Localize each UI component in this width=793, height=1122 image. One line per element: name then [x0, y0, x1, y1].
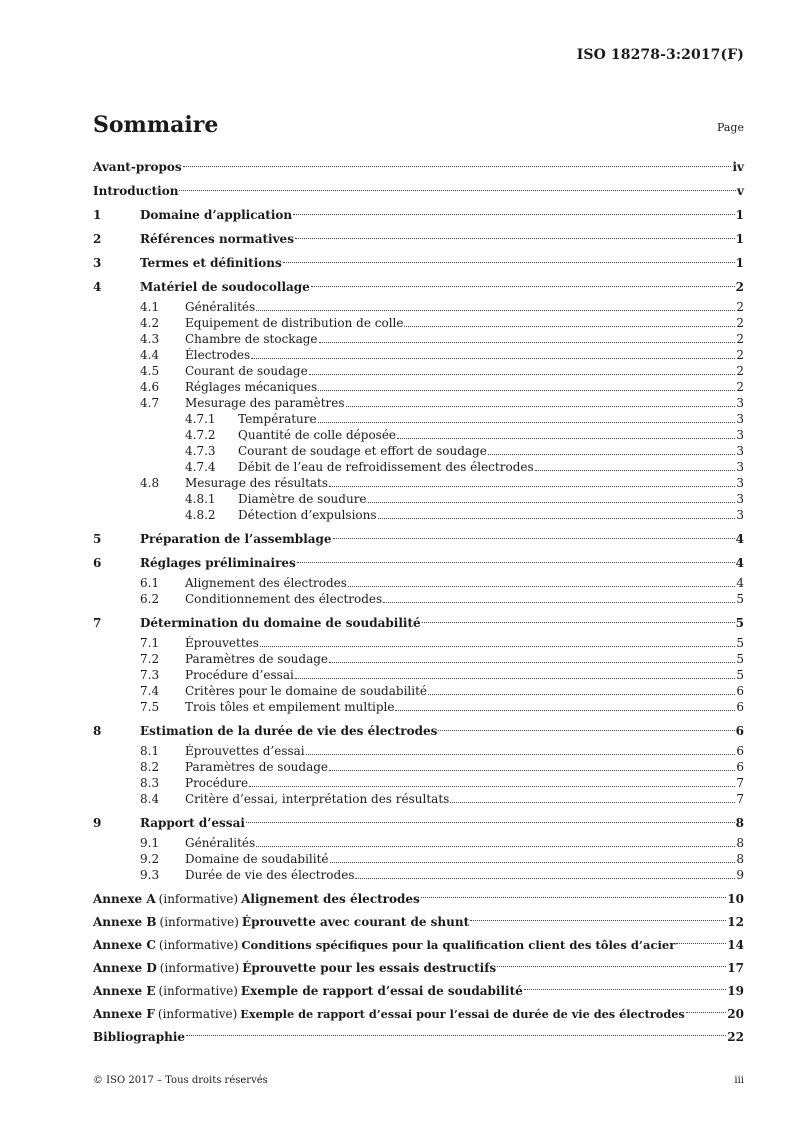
dot-leader [297, 561, 735, 563]
toc-number: 4.5 [140, 364, 160, 378]
toc-number: 7.1 [140, 636, 160, 650]
toc-subentry-9-1[interactable] [140, 835, 744, 851]
toc-entry-annex-a[interactable] [93, 887, 744, 910]
dot-leader [330, 861, 736, 863]
toc-page: 8 [736, 852, 744, 866]
toc-label: Introduction [93, 184, 179, 198]
toc-subentry-4-3[interactable] [140, 331, 744, 347]
toc-number: 4.7.3 [185, 444, 216, 458]
annex-type: (informative) [158, 937, 239, 952]
dot-leader [676, 942, 726, 944]
toc-page: 10 [727, 891, 744, 906]
toc-page: 5 [735, 616, 744, 630]
toc-page: 3 [736, 444, 744, 458]
toc-label: Trois tôles et empilement multiple [185, 700, 395, 714]
toc-number: 7.3 [140, 668, 160, 682]
toc-page: 20 [727, 1006, 744, 1021]
toc-label: Exemple de rapport d’essai pour l’essai de durée de vie des électrodes [240, 1006, 685, 1021]
dot-leader [428, 693, 735, 695]
toc-page: 6 [736, 684, 744, 698]
toc-page: 4 [736, 576, 744, 590]
toc-subentry-4-2[interactable] [140, 315, 744, 331]
toc-number: 5 [93, 532, 102, 546]
toc-subentry-8-3[interactable] [140, 775, 744, 791]
toc-page: 8 [736, 836, 744, 850]
toc-entry-section-2[interactable] [93, 227, 744, 251]
toc-subentry-4-5[interactable] [140, 363, 744, 379]
toc-number: 4.8.2 [185, 508, 216, 522]
toc-subentry-6-2[interactable] [140, 591, 744, 607]
toc-label: Critère d’essai, interprétation des résultats [185, 792, 450, 806]
toc-page: 3 [736, 460, 744, 474]
toc-page: 17 [727, 960, 744, 975]
toc-subentry-4-6[interactable] [140, 379, 744, 395]
toc-label: Diamètre de soudure [238, 492, 367, 506]
dot-leader [329, 661, 735, 663]
dot-leader [249, 785, 735, 787]
toc-number: 4.4 [140, 348, 160, 362]
toc-subentry-7-3[interactable] [140, 667, 744, 683]
toc-label: Éprouvette pour les essais destructifs [242, 960, 497, 975]
toc-label: Conditionnement des électrodes [185, 592, 383, 606]
dot-leader [319, 341, 736, 343]
toc-entry-section-6[interactable] [93, 551, 744, 575]
toc-page: 4 [735, 556, 744, 570]
toc-page: v [737, 184, 744, 198]
toc-number: 4 [93, 280, 102, 294]
dot-leader [421, 896, 727, 898]
dot-leader [383, 601, 735, 603]
toc-number: 4.6 [140, 380, 160, 394]
toc-page: 3 [736, 428, 744, 442]
toc-page: 5 [736, 652, 744, 666]
dot-leader [686, 1011, 727, 1013]
annex-type: (informative) [158, 891, 239, 906]
dot-leader [355, 877, 735, 879]
toc-number: 8.3 [140, 776, 160, 790]
toc-number: 9.3 [140, 868, 160, 882]
dot-leader [318, 421, 736, 423]
page-column-label: Page [716, 121, 744, 134]
toc-label: Equipement de distribution de colle [185, 316, 404, 330]
toc-number: 4.7.1 [185, 412, 216, 426]
annex-id: Annexe F [93, 1006, 155, 1021]
toc-label: Paramètres de soudage [185, 760, 329, 774]
annex-type: (informative) [157, 1006, 238, 1021]
toc-entry-section-3[interactable] [93, 251, 744, 275]
title-row [93, 112, 744, 142]
dot-leader [329, 769, 735, 771]
dot-leader [246, 821, 735, 823]
toc-number: 6 [93, 556, 102, 570]
toc-number: 7 [93, 616, 102, 630]
toc-page: iv [732, 160, 744, 174]
dot-leader [256, 309, 735, 311]
dot-leader [311, 285, 735, 287]
copyright-notice: © ISO 2017 – Tous droits réservés [93, 1075, 268, 1086]
toc-number: 8.1 [140, 744, 160, 758]
toc-page: 3 [736, 508, 744, 522]
toc-page: 2 [736, 332, 744, 346]
toc-subentry-4-8-2[interactable] [185, 507, 744, 523]
toc-number: 8.4 [140, 792, 160, 806]
toc-entry-section-8[interactable] [93, 719, 744, 743]
dot-leader [295, 237, 735, 239]
toc-page: 8 [735, 816, 744, 830]
dot-leader [397, 437, 735, 439]
toc-page: 5 [736, 636, 744, 650]
toc-number: 6.2 [140, 592, 160, 606]
dot-leader [251, 357, 735, 359]
toc-label: Généralités [185, 300, 256, 314]
toc-page: 1 [735, 208, 744, 222]
toc-label: Critères pour le domaine de soudabilité [185, 684, 428, 698]
toc-label: Généralités [185, 836, 256, 850]
toc-page: 2 [736, 300, 744, 314]
toc-page: 3 [736, 476, 744, 490]
toc-page: 19 [727, 983, 744, 998]
dot-leader [378, 517, 736, 519]
toc-page: 5 [736, 668, 744, 682]
toc-page: 1 [735, 256, 744, 270]
toc-page: 2 [735, 280, 744, 294]
toc-number: 4.7.2 [185, 428, 216, 442]
dot-leader [535, 469, 736, 471]
toc-subentry-9-2[interactable] [140, 851, 744, 867]
dot-leader [404, 325, 735, 327]
annex-type: (informative) [159, 914, 239, 929]
toc-subentry-4-7-4[interactable] [185, 459, 744, 475]
toc-subentry-7-1[interactable] [140, 635, 744, 651]
toc-label: Matériel de soudocollage [140, 280, 310, 294]
toc-label: Réglages préliminaires [140, 556, 296, 570]
toc-label: Références normatives [140, 232, 294, 246]
toc-label: Éprouvette avec courant de shunt [241, 914, 470, 929]
toc-page: 6 [736, 700, 744, 714]
toc-label: Conditions spécifiques pour la qualification client des tôles d’acier [241, 937, 676, 952]
toc-label: Bibliographie [93, 1029, 186, 1044]
toc-subentry-4-4[interactable] [140, 347, 744, 363]
toc-label: Procédure [185, 776, 249, 790]
toc-page: 6 [736, 744, 744, 758]
dot-leader [306, 753, 736, 755]
toc-label: Exemple de rapport d’essai de soudabilité [240, 983, 523, 998]
toc-label: Estimation de la durée de vie des électrodes [140, 724, 438, 738]
dot-leader [470, 919, 726, 921]
toc-label: Domaine de soudabilité [185, 852, 329, 866]
annex-type: (informative) [158, 983, 238, 998]
toc-page: 2 [736, 380, 744, 394]
toc-label: Débit de l’eau de refroidissement des électrodes [238, 460, 534, 474]
dot-leader [256, 845, 735, 847]
toc-page: 3 [736, 396, 744, 410]
toc-label: Chambre de stockage [185, 332, 318, 346]
dot-leader [488, 453, 736, 455]
toc-number: 8 [93, 724, 102, 738]
toc-subentry-8-4[interactable] [140, 791, 744, 807]
toc-label: Courant de soudage [185, 364, 308, 378]
toc-page: 14 [727, 937, 744, 952]
toc-subentry-4-8-1[interactable] [185, 491, 744, 507]
toc-page: 1 [735, 232, 744, 246]
annex-id: Annexe B [93, 914, 157, 929]
toc-entry-annex-d[interactable] [93, 956, 744, 979]
toc-page: 3 [736, 492, 744, 506]
dot-leader [283, 261, 735, 263]
toc-label: Éprouvettes d’essai [185, 744, 305, 758]
toc-entry-annex-f[interactable] [93, 1002, 744, 1025]
toc-number: 4.8 [140, 476, 160, 490]
toc-subentry-8-2[interactable] [140, 759, 744, 775]
dot-leader [293, 213, 735, 215]
toc-subentry-4-7-1[interactable] [185, 411, 744, 427]
toc-label: Domaine d’application [140, 208, 293, 222]
toc-label: Mesurage des résultats [185, 476, 329, 490]
toc-entry-annex-e[interactable] [93, 979, 744, 1002]
toc-subentry-7-5[interactable] [140, 699, 744, 715]
toc-entry-section-1[interactable] [93, 203, 744, 227]
toc-label: Termes et définitions [140, 256, 282, 270]
toc-label: Rapport d’essai [140, 816, 245, 830]
toc-number: 4.7 [140, 396, 160, 410]
toc-label: Courant de soudage et effort de soudage [238, 444, 487, 458]
toc-number: 7.4 [140, 684, 160, 698]
toc-number: 6.1 [140, 576, 160, 590]
toc-entry-section-5[interactable] [93, 527, 744, 551]
toc-number: 9.2 [140, 852, 160, 866]
dot-leader [450, 801, 735, 803]
dot-leader [497, 965, 726, 967]
toc-number: 4.1 [140, 300, 160, 314]
toc-entry-section-7[interactable] [93, 611, 744, 635]
annex-id: Annexe E [93, 983, 156, 998]
toc-label: Température [238, 412, 317, 426]
toc-page: 6 [735, 724, 744, 738]
table-of-contents [93, 155, 744, 1048]
toc-page: 5 [736, 592, 744, 606]
toc-page: 12 [727, 914, 744, 929]
toc-page: 9 [736, 868, 744, 882]
toc-number: 4.8.1 [185, 492, 216, 506]
toc-number: 4.7.4 [185, 460, 216, 474]
toc-page: 7 [736, 776, 744, 790]
annex-id: Annexe C [93, 937, 156, 952]
toc-page: 2 [736, 364, 744, 378]
dot-leader [438, 729, 734, 731]
annex-id: Annexe D [93, 960, 157, 975]
dot-leader [179, 189, 736, 191]
toc-label: Paramètres de soudage [185, 652, 329, 666]
toc-page: 4 [735, 532, 744, 546]
dot-leader [395, 709, 735, 711]
dot-leader [318, 389, 735, 391]
toc-number: 7.2 [140, 652, 160, 666]
toc-label: Éprouvettes [185, 636, 259, 650]
toc-entry-annex-b[interactable] [93, 910, 744, 933]
toc-number: 3 [93, 256, 102, 270]
toc-label: Électrodes [185, 348, 251, 362]
toc-entry-bibliographie[interactable] [93, 1025, 744, 1048]
dot-leader [368, 501, 736, 503]
toc-number: 9 [93, 816, 102, 830]
annex-id: Annexe A [93, 891, 156, 906]
toc-label: Réglages mécaniques [185, 380, 318, 394]
dot-leader [329, 485, 735, 487]
toc-number: 9.1 [140, 836, 160, 850]
toc-page: 6 [736, 760, 744, 774]
document-reference: ISO 18278-3:2017(F) [576, 47, 744, 63]
dot-leader [524, 988, 727, 990]
toc-page: 2 [736, 348, 744, 362]
toc-subentry-4-7-3[interactable] [185, 443, 744, 459]
toc-number: 1 [93, 208, 102, 222]
toc-subentry-8-1[interactable] [140, 743, 744, 759]
toc-entry-section-9[interactable] [93, 811, 744, 835]
toc-subentry-9-3[interactable] [140, 867, 744, 883]
page-number: iii [734, 1075, 744, 1086]
dot-leader [422, 621, 735, 623]
toc-label: Durée de vie des électrodes [185, 868, 355, 882]
toc-label: Détermination du domaine de soudabilité [140, 616, 421, 630]
toc-label: Détection d’expulsions [238, 508, 377, 522]
toc-label: Avant-propos [93, 160, 182, 174]
toc-subentry-6-1[interactable] [140, 575, 744, 591]
toc-page: 22 [727, 1029, 744, 1044]
toc-label: Quantité de colle déposée [238, 428, 397, 442]
annex-type: (informative) [159, 960, 240, 975]
toc-label: Procédure d’essai [185, 668, 294, 682]
toc-subentry-7-4[interactable] [140, 683, 744, 699]
toc-number: 4.2 [140, 316, 160, 330]
dot-leader [183, 165, 732, 167]
dot-leader [186, 1034, 726, 1036]
toc-page: 7 [736, 792, 744, 806]
dot-leader [346, 405, 736, 407]
toc-number: 4.3 [140, 332, 160, 346]
dot-leader [260, 645, 735, 647]
dot-leader [348, 585, 735, 587]
toc-subentry-4-8[interactable] [140, 475, 744, 491]
page-title: Sommaire [93, 112, 219, 138]
dot-leader [295, 677, 736, 679]
toc-page: 3 [736, 412, 744, 426]
toc-label: Alignement des électrodes [185, 576, 347, 590]
toc-entry-introduction[interactable] [93, 179, 744, 203]
toc-entry-avant-propos[interactable] [93, 155, 744, 179]
toc-label: Préparation de l’assemblage [140, 532, 332, 546]
toc-number: 2 [93, 232, 102, 246]
toc-label: Alignement des électrodes [241, 891, 420, 906]
toc-number: 7.5 [140, 700, 160, 714]
dot-leader [309, 373, 736, 375]
toc-entry-section-4[interactable] [93, 275, 744, 299]
dot-leader [333, 537, 735, 539]
toc-entry-annex-c[interactable] [93, 933, 744, 956]
toc-label: Mesurage des paramètres [185, 396, 345, 410]
toc-subentry-4-1[interactable] [140, 299, 744, 315]
toc-number: 8.2 [140, 760, 160, 774]
toc-page: 2 [736, 316, 744, 330]
toc-subentry-4-7-2[interactable] [185, 427, 744, 443]
toc-subentry-4-7[interactable] [140, 395, 744, 411]
toc-subentry-7-2[interactable] [140, 651, 744, 667]
